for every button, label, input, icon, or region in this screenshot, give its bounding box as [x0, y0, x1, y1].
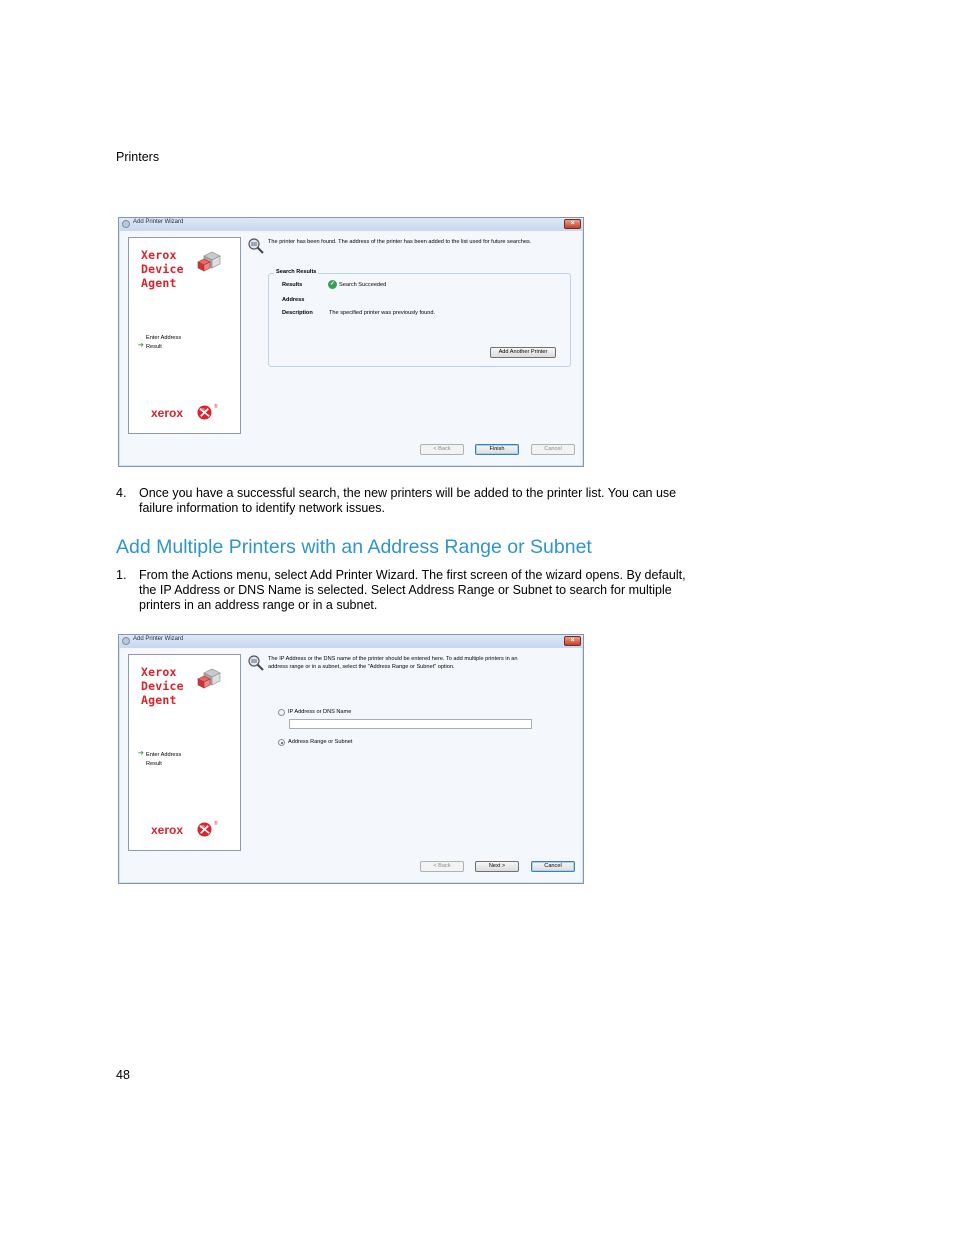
- back-button[interactable]: < Back: [420, 444, 464, 455]
- section-heading: Add Multiple Printers with an Address Range or Subnet: [116, 536, 592, 558]
- step-enter-address: Enter Address: [146, 752, 182, 758]
- close-icon[interactable]: ×: [564, 636, 581, 646]
- add-printer-wizard-result-screenshot: [118, 217, 584, 467]
- current-step-arrow-icon: ➔: [138, 750, 144, 757]
- printer-stack-icon: [195, 250, 225, 276]
- instruction-text: The printer has been found. The address of the printer has been added to the list used for future searches.: [268, 239, 532, 245]
- title-bar: [119, 635, 583, 648]
- step-enter-address: Enter Address: [146, 335, 182, 341]
- search-wizard-icon: [247, 237, 265, 255]
- xerox-sphere-icon: [197, 822, 212, 837]
- search-results-title: Search Results: [276, 269, 317, 275]
- brand-line-2: Device: [141, 679, 184, 693]
- registered-mark: ®: [214, 821, 218, 827]
- brand-line-3: Agent: [141, 276, 177, 290]
- description-value: The specified printer was previously found.: [329, 310, 436, 316]
- back-button[interactable]: < Back: [420, 861, 464, 872]
- brand-line-2: Device: [141, 262, 184, 276]
- finish-button[interactable]: Finish: [475, 444, 519, 455]
- step-1-paragraph: [116, 568, 686, 613]
- results-label: Results: [282, 282, 303, 288]
- app-icon: [122, 637, 130, 645]
- wizard-client-area: [120, 648, 582, 882]
- step-4-paragraph: [116, 486, 686, 516]
- xerox-logo-text: xerox: [151, 823, 184, 837]
- xerox-sphere-icon: [197, 405, 212, 420]
- wizard-side-panel: [128, 654, 241, 851]
- step-result: Result: [146, 344, 162, 350]
- printer-stack-icon: [195, 667, 225, 693]
- running-header: Printers: [116, 150, 160, 164]
- brand-line-1: Xerox: [141, 665, 177, 679]
- app-icon: [122, 220, 130, 228]
- xerox-logo-text: xerox: [151, 406, 184, 420]
- registered-mark: ®: [214, 404, 218, 410]
- cancel-button[interactable]: Cancel: [531, 444, 575, 455]
- next-button[interactable]: Next >: [475, 861, 519, 872]
- wizard-client-area: [120, 231, 582, 465]
- brand-line-3: Agent: [141, 693, 177, 707]
- instruction-text: The IP Address or the DNS name of the printer should be entered here. To add multiple printers in an address range or in a subnet, select the "Address Range or Subnet" option.: [268, 656, 518, 670]
- wizard-side-panel: [128, 237, 241, 434]
- ip-address-radio[interactable]: [278, 709, 285, 716]
- page-number: 48: [116, 1068, 130, 1082]
- current-step-arrow-icon: ➔: [138, 342, 144, 349]
- ip-address-input[interactable]: [289, 719, 532, 729]
- add-another-printer-button[interactable]: Add Another Printer: [490, 347, 556, 358]
- address-range-label: Address Range or Subnet: [288, 739, 353, 745]
- success-check-icon: ✓: [329, 281, 336, 287]
- description-label: Description: [282, 310, 313, 316]
- step-4-text: Once you have a successful search, the new printers will be added to the printer list. You can use failure information to identify network issues.: [139, 486, 677, 515]
- address-range-radio[interactable]: [278, 739, 285, 746]
- step-1-text: From the Actions menu, select Add Printer Wizard. The first screen of the wizard opens. By default, the IP Address or DNS Name is selected. Select Address Range or Subnet to search for multiple printers in an address range or in a subnet.: [139, 568, 686, 612]
- search-wizard-icon: [247, 654, 265, 672]
- step-result: Result: [146, 761, 162, 767]
- window-title: Add Printer Wizard: [133, 219, 184, 225]
- title-bar: [119, 218, 583, 231]
- address-label: Address: [282, 297, 305, 303]
- cancel-button[interactable]: Cancel: [531, 861, 575, 872]
- close-icon[interactable]: ×: [564, 219, 581, 229]
- results-value: Search Succeeded: [339, 282, 387, 288]
- step-1-number: 1.: [116, 568, 127, 582]
- brand-line-1: Xerox: [141, 248, 177, 262]
- step-4-number: 4.: [116, 486, 127, 500]
- add-printer-wizard-enter-address-screenshot: [118, 634, 584, 884]
- ip-address-label: IP Address or DNS Name: [288, 709, 352, 715]
- window-title: Add Printer Wizard: [133, 636, 184, 642]
